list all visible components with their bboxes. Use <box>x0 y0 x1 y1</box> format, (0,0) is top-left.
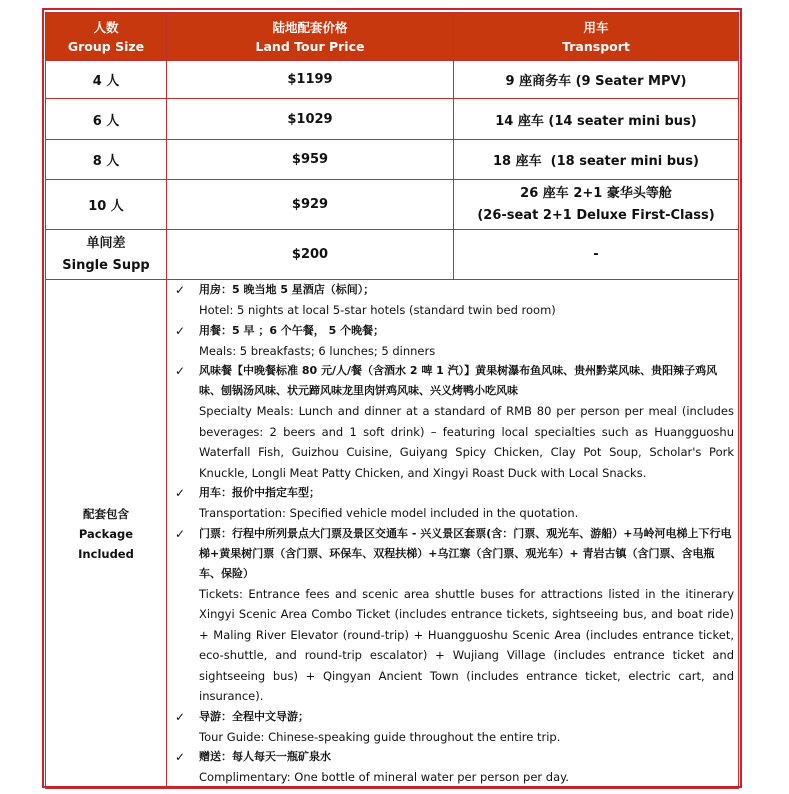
item-zh: 用车：报价中指定车型； <box>199 486 320 499</box>
label-en: Package Included <box>78 526 134 561</box>
checkmark-icon: ✓ <box>175 283 186 297</box>
group-size: 8 人 <box>46 140 167 180</box>
single-supp-label <box>46 230 167 280</box>
item-en: Complimentary: One bottle of mineral water per person per day. <box>199 770 569 784</box>
price: $1199 <box>167 61 454 99</box>
item-en: Transportation: Specified vehicle model included in the quotation. <box>199 506 579 520</box>
item-en: Specialty Meals: Lunch and dinner at a standard of RMB 80 per person per meal (includes beverages: 2 beers and 1 soft drink) – featuring local specialties such as Huangguoshu Waterfall Fish, Guizhou Cuisine, Guiyang Spicy Chicken, Clay Pot Soup, Scholar's Pork Knuckle, Longli Meat Patty Chicken, and Xingyi Roast Duck with Local Snacks. <box>199 404 734 480</box>
label-en: Single Supp <box>62 257 150 273</box>
package-item <box>175 707 734 748</box>
header-zh: 陆地配套价格 <box>272 19 348 35</box>
header-en: Land Tour Price <box>255 38 365 54</box>
table-row <box>46 99 739 140</box>
package-label <box>46 280 167 789</box>
package-item <box>175 361 734 483</box>
table-row <box>46 61 739 99</box>
package-item <box>175 280 734 321</box>
header-row <box>46 13 739 61</box>
package-item <box>175 524 734 707</box>
header-en: Group Size <box>67 38 145 54</box>
header-group-size <box>46 13 167 61</box>
checkmark-icon: ✓ <box>175 709 186 724</box>
transport-zh: 26 座车 2+1 豪华头等舱 <box>520 185 672 201</box>
package-list <box>167 280 739 789</box>
transport: 9 座商务车 (9 Seater MPV) <box>454 61 739 99</box>
package-row <box>46 280 739 789</box>
price: $1029 <box>167 99 454 140</box>
checkmark-icon: ✓ <box>175 323 186 338</box>
item-zh: 导游：全程中文导游； <box>199 709 309 723</box>
tour-price-table <box>45 12 739 789</box>
checkmark-icon: ✓ <box>175 750 186 764</box>
header-zh: 用车 <box>583 19 609 35</box>
transport: - <box>454 230 739 280</box>
item-en: Tour Guide: Chinese-speaking guide throughout the entire trip. <box>199 729 561 744</box>
transport: 14 座车 (14 seater mini bus) <box>454 99 739 140</box>
price: $959 <box>167 140 454 180</box>
checkmark-icon: ✓ <box>175 486 186 500</box>
group-size: 10 人 <box>46 180 167 230</box>
item-zh: 用餐：5 早 ；6 个午餐， 5 个晚餐； <box>199 323 385 337</box>
header-en: Transport <box>562 38 630 54</box>
transport: 18 座车 (18 seater mini bus) <box>454 140 739 180</box>
item-en: Meals: 5 breakfasts; 6 lunches; 5 dinners <box>199 343 436 358</box>
table-row <box>46 180 739 230</box>
checkmark-icon: ✓ <box>175 364 186 378</box>
single-supp-row <box>46 230 739 280</box>
item-en: Tickets: Entrance fees and scenic area shuttle buses for attractions listed in the itinerary Xingyi Scenic Area Combo Ticket (includes entrance tickets, sightseeing bus, and boat ride) + Maling River Elevator (round-trip) + Huangguoshu Scenic Area (includes entrance ticket, eco-shuttle, and round-trip escalator) + Wujiang Village (includes entrance ticket and sightseeing bus) + Qingyan Ancient Town (includes entrance ticket, electric cart, and insurance). <box>199 586 734 703</box>
group-size: 4 人 <box>46 61 167 99</box>
package-item <box>175 483 734 524</box>
price: $200 <box>167 230 454 280</box>
transport-en: (26-seat 2+1 Deluxe First-Class) <box>477 207 715 223</box>
header-zh: 人数 <box>93 19 119 35</box>
package-item <box>175 747 734 788</box>
item-en: Hotel: 5 nights at local 5-star hotels (standard twin bed room) <box>199 303 556 317</box>
header-price <box>167 13 454 61</box>
checkmark-icon: ✓ <box>175 526 186 541</box>
header-transport <box>454 13 739 61</box>
item-zh: 赠送：每人每天一瓶矿泉水 <box>199 750 331 763</box>
item-zh: 门票：行程中所列景点大门票及景区交通车 - 兴义景区套票(含：门票、观光车、游船）+马岭河电梯上下行电梯+黄果树门票（含门票、环保车、双程扶梯）+乌江寨（含门票、观光车）+ 青岩古镇（含门票、含电瓶车、保险） <box>199 526 732 580</box>
package-item <box>175 321 734 362</box>
transport <box>454 180 739 230</box>
label-zh: 单间差 <box>86 235 126 251</box>
item-zh: 风味餐【中晚餐标准 80 元/人/餐（含酒水 2 啤 1 汽）】黄果树瀑布鱼风味、贵州黔菜风味、贵阳辣子鸡风味、刨锅汤风味、状元蹄风味龙里肉饼鸡风味、兴义烤鸭小吃风味 <box>199 364 718 397</box>
label-zh: 配套包含 <box>83 506 129 521</box>
item-zh: 用房：5 晚当地 5 星酒店（标间）； <box>199 283 375 296</box>
group-size: 6 人 <box>46 99 167 140</box>
table-row <box>46 140 739 180</box>
price: $929 <box>167 180 454 230</box>
